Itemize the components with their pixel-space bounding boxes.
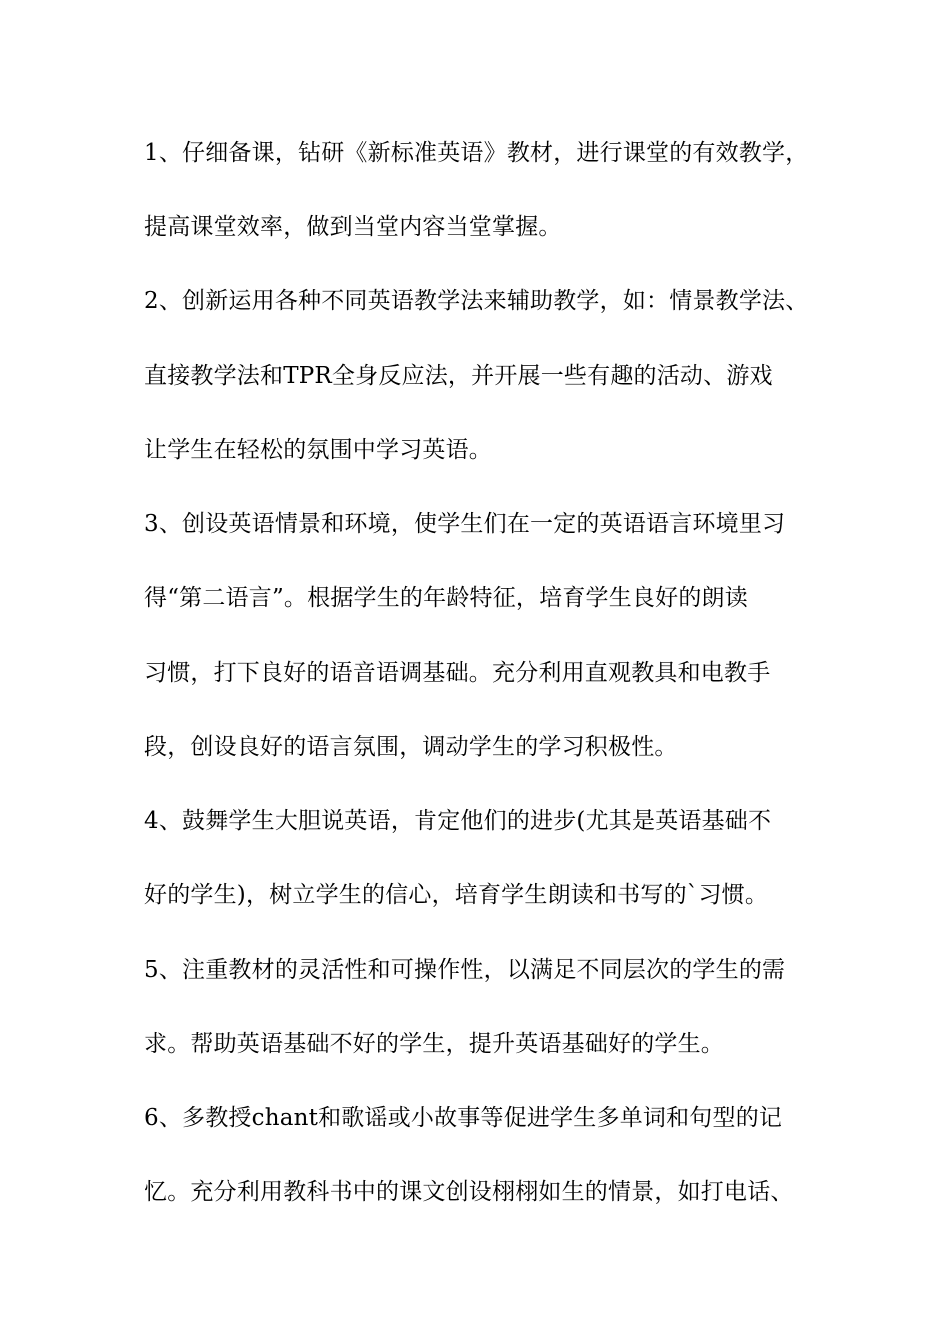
text-line-7: 得“第二语言”。根据学生的年龄特征，培育学生良好的朗读: [144, 585, 748, 611]
text-line-11: 好的学生)，树立学生的信心，培育学生朗读和书写的`习惯。: [144, 882, 769, 908]
text-line-12: 5、注重教材的灵活性和可操作性，以满足不同层次的学生的需: [144, 957, 786, 983]
text-line-5: 让学生在轻松的氛围中学习英语。: [144, 437, 492, 463]
text-line-6: 3、创设英语情景和环境，使学生们在一定的英语语言环境里习: [144, 511, 786, 537]
text-line-14: 6、多教授chant和歌谣或小故事等促进学生多单词和句型的记: [144, 1105, 783, 1131]
text-line-1: 1、仔细备课，钻研《新标准英语》教材，进行课堂的有效教学，: [144, 140, 809, 166]
text-line-4: 直接教学法和TPR全身反应法，并开展一些有趣的活动、游戏: [144, 363, 773, 389]
text-line-13: 求。帮助英语基础不好的学生，提升英语基础好的学生。: [144, 1031, 724, 1057]
text-line-3: 2、创新运用各种不同英语教学法来辅助教学，如：情景教学法、: [144, 288, 809, 314]
text-line-8: 习惯，打下良好的语音语调基础。充分利用直观教具和电教手: [144, 660, 771, 686]
text-line-15: 忆。充分利用教科书中的课文创设栩栩如生的情景，如打电话、: [144, 1179, 794, 1205]
text-line-2: 提高课堂效率，做到当堂内容当堂掌握。: [144, 214, 562, 240]
text-line-10: 4、鼓舞学生大胆说英语，肯定他们的进步(尤其是英语基础不: [144, 808, 772, 834]
text-line-9: 段，创设良好的语言氛围，调动学生的学习积极性。: [144, 734, 678, 760]
